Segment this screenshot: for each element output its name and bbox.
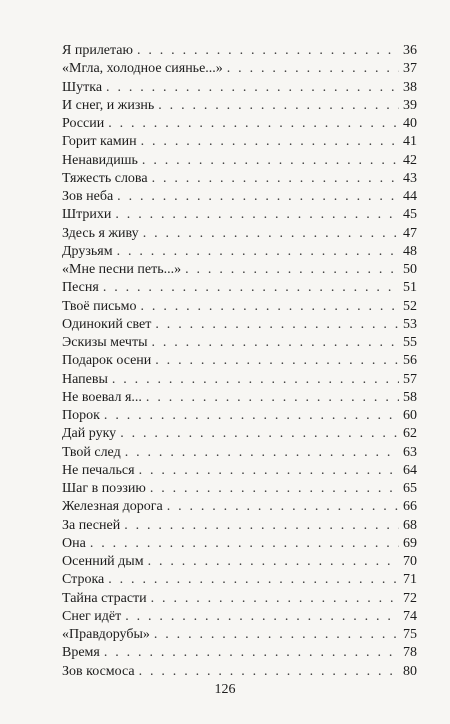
dot-leader	[154, 626, 399, 644]
toc-entry	[62, 535, 417, 553]
toc-entry-page: 65	[403, 481, 417, 496]
dot-leader	[139, 462, 399, 480]
dot-leader	[141, 298, 399, 316]
dot-leader	[155, 316, 399, 334]
toc-entry	[62, 644, 417, 662]
dot-leader	[152, 170, 399, 188]
toc-entry-title: «Мгла, холодное сиянье...»	[62, 61, 223, 77]
toc-entry-title: Напевы	[62, 371, 108, 387]
toc-entry	[62, 261, 417, 279]
toc-entry-title: Тяжесть слова	[62, 170, 148, 186]
toc-entry-page: 47	[403, 225, 417, 241]
toc-entry-page: 58	[403, 389, 417, 405]
toc-entry	[62, 462, 417, 480]
dot-leader	[120, 425, 399, 443]
toc-entry	[62, 444, 417, 462]
toc-entry	[62, 352, 417, 370]
toc-entry-title: Зов космоса	[62, 663, 135, 679]
toc-entry	[62, 389, 417, 407]
toc-entry-page: 80	[403, 663, 417, 679]
dot-leader	[141, 133, 399, 151]
toc-entry-title: Шутка	[62, 79, 103, 95]
toc-entry-page: 51	[403, 280, 417, 296]
toc-entry	[62, 170, 417, 188]
toc-entry	[62, 553, 417, 571]
dot-leader	[108, 571, 399, 589]
toc-entry-page: 55	[403, 335, 417, 350]
dot-leader	[139, 663, 399, 681]
toc-entry-page: 37	[403, 61, 417, 77]
toc-entry-page: 42	[403, 152, 417, 168]
toc-entry-title: Снег идёт	[62, 608, 122, 624]
toc-entry-page: 36	[403, 43, 417, 58]
toc-entry-page: 78	[403, 645, 417, 661]
toc-entry-title: Шаг в поэзию	[62, 481, 146, 496]
toc-entry-title: Горит камин	[62, 134, 137, 150]
toc-entry	[62, 371, 417, 389]
toc-entry-page: 53	[403, 316, 417, 332]
toc-entry-page: 44	[403, 189, 417, 204]
toc-entry-title: Здесь я живу	[62, 225, 139, 241]
dot-leader	[112, 371, 399, 389]
dot-leader	[137, 42, 399, 60]
toc-entry	[62, 243, 417, 261]
toc-entry	[62, 517, 417, 535]
toc-entry-title: Одинокий свет	[62, 316, 152, 332]
toc-entry	[62, 133, 417, 151]
toc-entry-page: 39	[403, 97, 417, 113]
toc-entry	[62, 225, 417, 243]
toc-entry-page: 70	[403, 554, 417, 569]
toc-entry-page: 60	[403, 408, 417, 423]
toc-entry-title: Зов неба	[62, 189, 114, 204]
dot-leader	[227, 60, 399, 78]
dot-leader	[104, 644, 399, 662]
toc-entry-page: 68	[403, 517, 417, 533]
toc-entry	[62, 60, 417, 78]
toc-entry	[62, 206, 417, 224]
toc-entry-page: 63	[403, 444, 417, 460]
toc-entry-title: Песня	[62, 280, 99, 296]
toc-entry-title: Эскизы мечты	[62, 335, 148, 350]
toc-entry-title: Железная дорога	[62, 499, 163, 515]
dot-leader	[106, 79, 399, 97]
toc-entry-title: За песней	[62, 517, 121, 533]
dot-leader	[125, 608, 399, 626]
toc-entry-title: И снег, и жизнь	[62, 97, 155, 113]
dot-leader	[108, 115, 399, 133]
toc-entry	[62, 425, 417, 443]
toc-entry-page: 62	[403, 426, 417, 442]
dot-leader	[155, 352, 399, 370]
toc-entry-title: «Правдорубы»	[62, 627, 150, 642]
dot-leader	[151, 590, 399, 608]
toc-entry	[62, 663, 417, 681]
toc-entry-page: 64	[403, 462, 417, 478]
dot-leader	[115, 206, 399, 224]
toc-entry-page: 74	[403, 608, 417, 624]
toc-entry-title: Тайна страсти	[62, 590, 147, 606]
toc-entry	[62, 279, 417, 297]
dot-leader	[117, 243, 399, 261]
dot-leader	[167, 498, 399, 516]
toc-entry-title: Ненавидишь	[62, 152, 138, 168]
toc-entry-title: Твой след	[62, 444, 121, 460]
dot-leader	[90, 535, 399, 553]
toc-entry-title: России	[62, 116, 105, 131]
dot-leader	[151, 334, 399, 352]
dot-leader	[142, 152, 399, 170]
toc-entry-page: 40	[403, 116, 417, 131]
dot-leader	[158, 97, 399, 115]
toc-entry-page: 56	[403, 353, 417, 369]
toc-entry-title: Дай руку	[62, 426, 117, 442]
dot-leader	[104, 407, 399, 425]
toc-entry-title: Время	[62, 645, 100, 661]
toc-entry	[62, 590, 417, 608]
toc-entry-page: 48	[403, 243, 417, 259]
toc-entry	[62, 115, 417, 133]
dot-leader	[146, 389, 399, 407]
toc-entry-title: «Мне песни петь...»	[62, 262, 182, 277]
dot-leader	[143, 225, 399, 243]
toc-entry-title: Я прилетаю	[62, 43, 133, 58]
table-of-contents	[62, 42, 417, 681]
toc-entry-page: 41	[403, 134, 417, 150]
dot-leader	[125, 444, 399, 462]
toc-entry-title: Не воевал я...	[62, 389, 142, 405]
toc-entry-page: 52	[403, 298, 417, 314]
toc-entry	[62, 480, 417, 498]
toc-entry	[62, 152, 417, 170]
toc-entry-page: 57	[403, 371, 417, 387]
toc-entry	[62, 79, 417, 97]
toc-entry	[62, 407, 417, 425]
dot-leader	[103, 279, 399, 297]
page-number: 126	[214, 682, 236, 697]
toc-entry	[62, 626, 417, 644]
toc-entry-page: 50	[403, 262, 417, 277]
toc-entry-title: Не печалься	[62, 462, 135, 478]
toc-entry	[62, 608, 417, 626]
toc-entry	[62, 298, 417, 316]
toc-entry-page: 69	[403, 535, 417, 551]
toc-entry-page: 75	[403, 627, 417, 642]
toc-entry-page: 66	[403, 499, 417, 515]
toc-entry-title: Осенний дым	[62, 554, 144, 569]
toc-entry-title: Штрихи	[62, 207, 112, 223]
toc-entry-title: Подарок осени	[62, 353, 152, 369]
toc-entry	[62, 316, 417, 334]
toc-entry-page: 38	[403, 79, 417, 95]
toc-entry-title: Твоё письмо	[62, 298, 137, 314]
toc-entry-title: Порок	[62, 408, 100, 423]
toc-entry	[62, 188, 417, 206]
toc-entry-page: 45	[403, 207, 417, 223]
dot-leader	[185, 261, 399, 279]
dot-leader	[148, 553, 399, 571]
dot-leader	[124, 517, 399, 535]
toc-entry-title: Она	[62, 535, 86, 551]
toc-entry	[62, 498, 417, 516]
toc-entry	[62, 571, 417, 589]
toc-entry-page: 72	[403, 590, 417, 606]
dot-leader	[150, 480, 399, 498]
toc-entry-title: Друзьям	[62, 243, 113, 259]
toc-entry-title: Строка	[62, 572, 105, 588]
toc-entry-page: 43	[403, 170, 417, 186]
toc-entry	[62, 42, 417, 60]
dot-leader	[117, 188, 399, 206]
toc-entry-page: 71	[403, 572, 417, 588]
toc-entry	[62, 334, 417, 352]
toc-entry	[62, 97, 417, 115]
